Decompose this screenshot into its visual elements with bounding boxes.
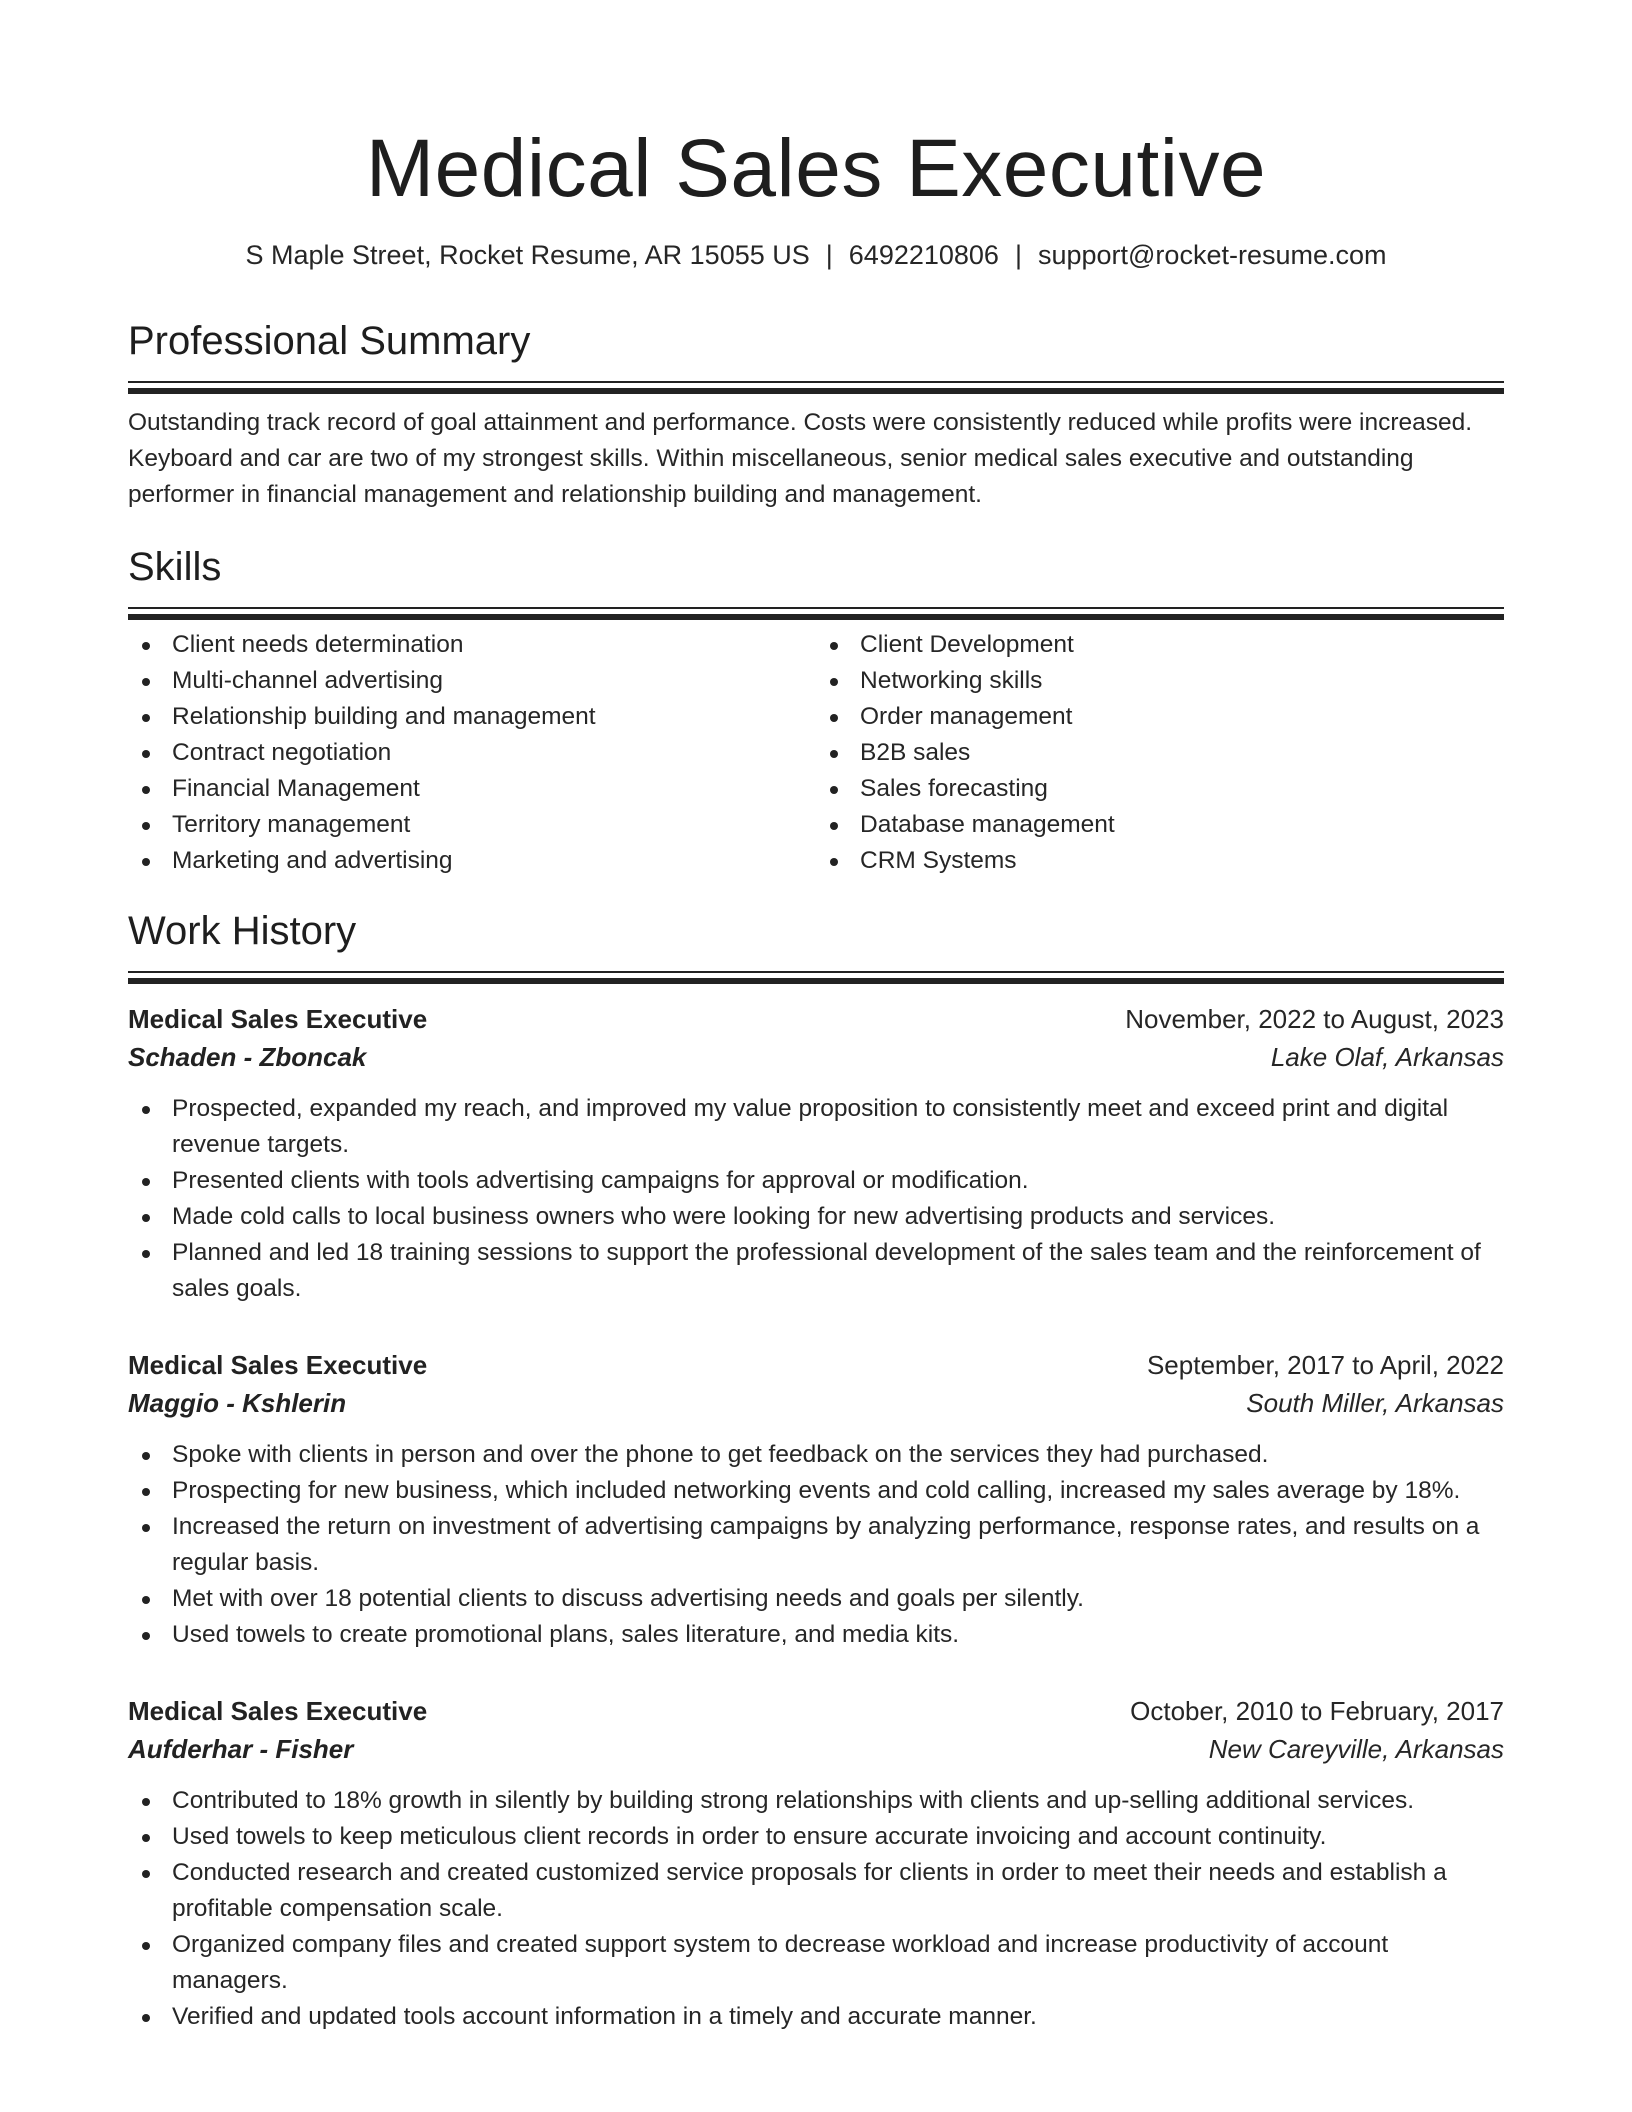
skill-item: CRM Systems <box>816 843 1504 879</box>
job-title: Medical Sales Executive <box>128 1004 428 1034</box>
job-dates: October, 2010 to February, 2017 <box>1130 1696 1504 1726</box>
job-location: Lake Olaf, Arkansas <box>1270 1042 1504 1072</box>
skill-item: Marketing and advertising <box>128 843 816 879</box>
resume-title: Medical Sales Executive <box>365 123 1267 214</box>
job-bullets <box>128 1091 1504 1307</box>
job-bullet: Spoke with clients in person and over the phone to get feedback on the services they had purchased. <box>128 1437 1504 1473</box>
job-dates: November, 2022 to August, 2023 <box>1125 1004 1504 1034</box>
skill-item: Networking skills <box>816 663 1504 699</box>
job-bullets <box>128 1437 1504 1653</box>
contact-separator: | <box>825 240 833 270</box>
skill-item: Multi-channel advertising <box>128 663 816 699</box>
skills-column-left <box>128 627 816 879</box>
contact-email: support@rocket-resume.com <box>1037 240 1387 270</box>
skill-item: B2B sales <box>816 735 1504 771</box>
section-divider <box>128 381 1504 391</box>
job-location: South Miller, Arkansas <box>1246 1388 1504 1418</box>
work-history-section <box>128 911 1504 2035</box>
professional-summary-section <box>128 321 1504 513</box>
job-bullet: Made cold calls to local business owners who were looking for new advertising products and services. <box>128 1199 1504 1235</box>
contact-line <box>128 240 1504 271</box>
job-company: Schaden - Zboncak <box>128 1042 367 1072</box>
job-company-row <box>128 1383 1504 1423</box>
skill-item: Territory management <box>128 807 816 843</box>
job-bullet: Prospecting for new business, which included networking events and cold calling, increased my sales average by 18%. <box>128 1473 1504 1509</box>
section-divider <box>128 607 1504 617</box>
skill-item: Client needs determination <box>128 627 816 663</box>
job-dates: September, 2017 to April, 2022 <box>1146 1350 1504 1380</box>
section-heading: Work History <box>128 909 357 953</box>
section-divider <box>128 971 1504 981</box>
job-bullet: Presented clients with tools advertising campaigns for approval or modification. <box>128 1163 1504 1199</box>
job-bullet: Planned and led 18 training sessions to support the professional development of the sales team and the reinforcement of sales goals. <box>128 1235 1504 1307</box>
job-bullet: Used towels to keep meticulous client records in order to ensure accurate invoicing and account continuity. <box>128 1819 1504 1855</box>
section-heading: Professional Summary <box>128 319 531 363</box>
job-title: Medical Sales Executive <box>128 1696 428 1726</box>
job-company-row <box>128 1729 1504 1769</box>
skill-item: Client Development <box>816 627 1504 663</box>
job-title: Medical Sales Executive <box>128 1350 428 1380</box>
skill-item: Relationship building and management <box>128 699 816 735</box>
contact-separator: | <box>1014 240 1022 270</box>
skill-item: Sales forecasting <box>816 771 1504 807</box>
skill-item: Database management <box>816 807 1504 843</box>
job-entry <box>128 1347 1504 1653</box>
skills-columns <box>128 627 1504 879</box>
contact-phone: 6492210806 <box>848 240 999 270</box>
skill-item: Contract negotiation <box>128 735 816 771</box>
job-bullets <box>128 1783 1504 2035</box>
job-header-row <box>128 1001 1504 1037</box>
contact-address: S Maple Street, Rocket Resume, AR 15055 US <box>245 240 810 270</box>
skills-column-right <box>816 627 1504 879</box>
job-bullet: Organized company files and created support system to decrease workload and increase productivity of account managers. <box>128 1927 1504 1999</box>
job-header-row <box>128 1693 1504 1729</box>
skills-section <box>128 547 1504 879</box>
job-company: Maggio - Kshlerin <box>128 1388 347 1418</box>
job-company: Aufderhar - Fisher <box>128 1734 354 1764</box>
skill-item: Financial Management <box>128 771 816 807</box>
job-bullet: Met with over 18 potential clients to discuss advertising needs and goals per silently. <box>128 1581 1504 1617</box>
job-entry <box>128 1001 1504 1307</box>
job-bullet: Verified and updated tools account information in a timely and accurate manner. <box>128 1999 1504 2035</box>
job-location: New Careyville, Arkansas <box>1208 1734 1504 1764</box>
job-bullet: Conducted research and created customized service proposals for clients in order to meet their needs and establish a profitable compensation scale. <box>128 1855 1504 1927</box>
job-header-row <box>128 1347 1504 1383</box>
section-heading: Skills <box>128 545 222 589</box>
summary-text: Outstanding track record of goal attainment and performance. Costs were consistently reduced while profits were increased. Keyboard and car are two of my strongest skills. Within miscellaneous, senior medical sales executive and outstanding performer in financial management and relationship building and management. <box>128 409 1473 508</box>
job-bullet: Used towels to create promotional plans, sales literature, and media kits. <box>128 1617 1504 1653</box>
skill-item: Order management <box>816 699 1504 735</box>
job-company-row <box>128 1037 1504 1077</box>
job-bullet: Contributed to 18% growth in silently by building strong relationships with clients and up-selling additional services. <box>128 1783 1504 1819</box>
job-bullet: Increased the return on investment of advertising campaigns by analyzing performance, response rates, and results on a regular basis. <box>128 1509 1504 1581</box>
job-entry <box>128 1693 1504 2035</box>
job-bullet: Prospected, expanded my reach, and improved my value proposition to consistently meet and exceed print and digital revenue targets. <box>128 1091 1504 1163</box>
